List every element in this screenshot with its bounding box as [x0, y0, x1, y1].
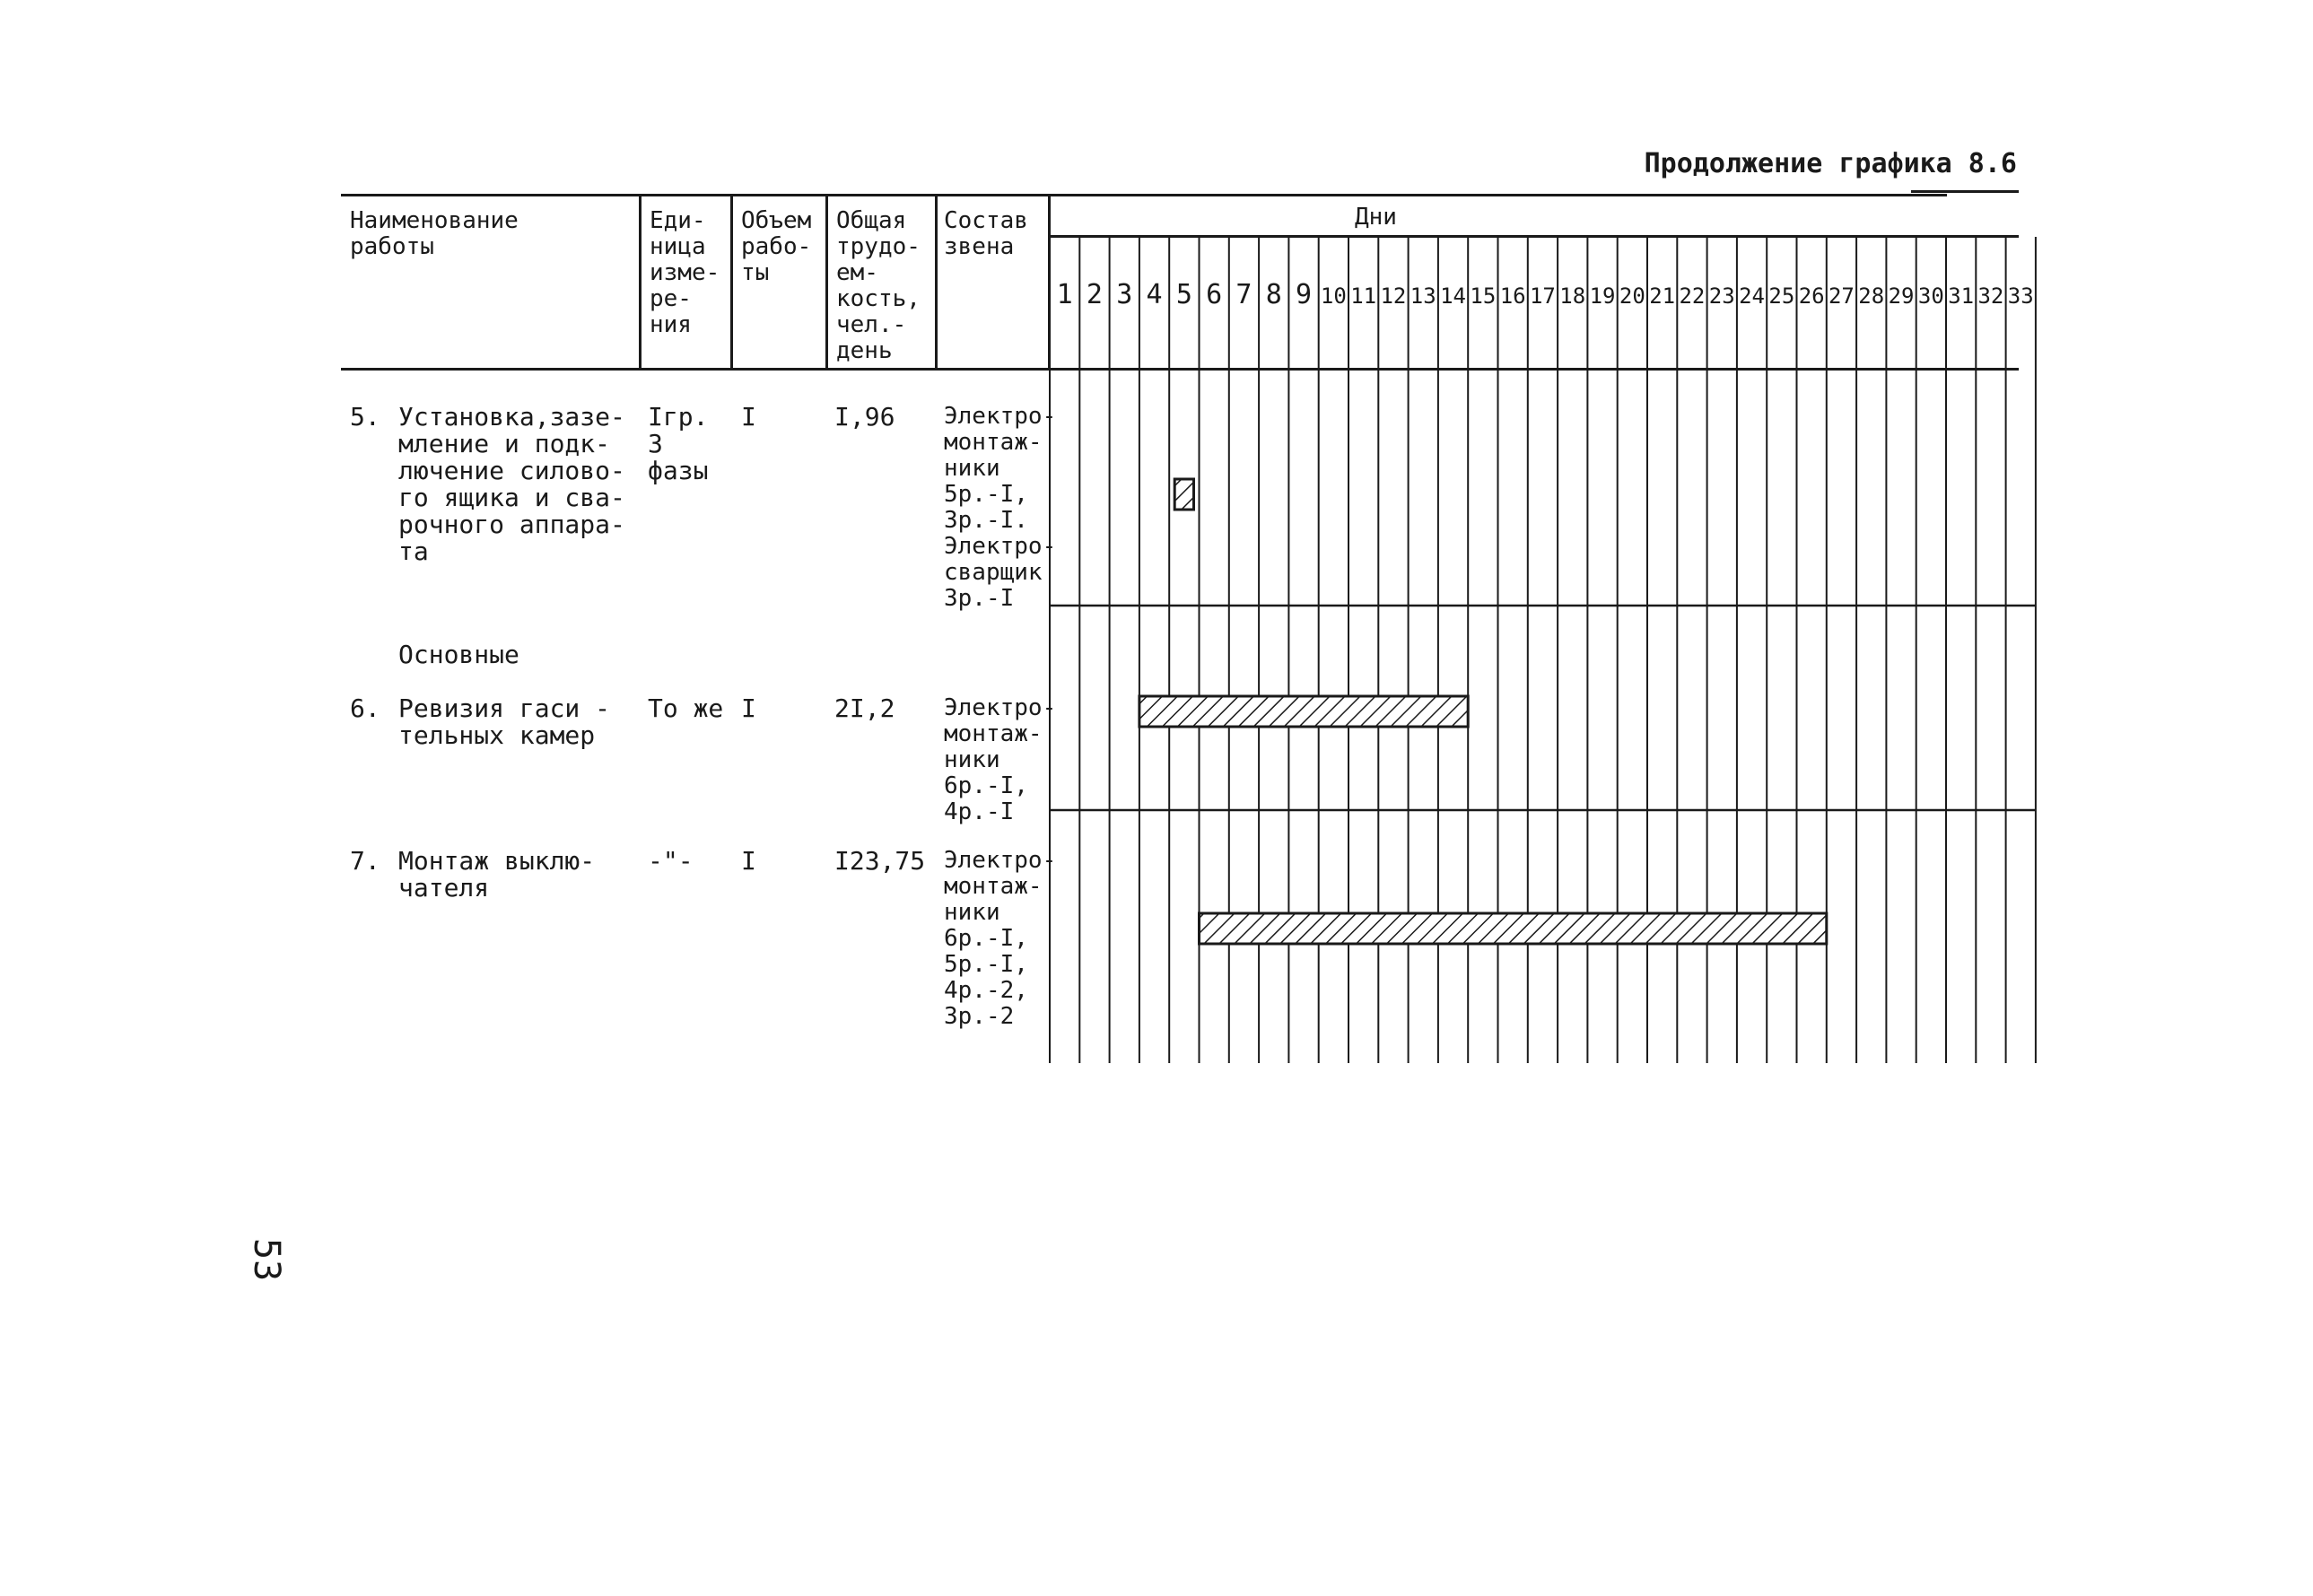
row7-unit: -"-: [648, 846, 694, 876]
header-unit: Еди- ница изме- ре- ния: [650, 207, 720, 338]
day-label: 8: [1265, 279, 1282, 310]
row5-crew: Электро- монтаж- ники 5р.-I, 3р.-I. Электро- сварщик 3р.-I: [944, 403, 1057, 612]
row7-num: 7.: [350, 846, 380, 876]
day-label: 24: [1739, 283, 1766, 309]
day-label: 7: [1235, 279, 1253, 310]
section-label: Основные: [398, 640, 519, 669]
day-label: 2: [1086, 279, 1103, 310]
day-label: 30: [1917, 283, 1944, 309]
header-work-name: Наименование работы: [350, 207, 519, 260]
day-label: 25: [1768, 283, 1795, 309]
day-label: 1: [1056, 279, 1073, 310]
gantt-bar-row6: [1139, 696, 1468, 727]
day-label: 23: [1708, 283, 1735, 309]
day-label: 13: [1410, 283, 1436, 309]
day-label: 9: [1296, 279, 1313, 310]
row5-unit: Iгр. 3 фазы: [648, 402, 709, 485]
day-label: 12: [1380, 283, 1407, 309]
page-number: 53: [246, 1238, 287, 1282]
day-label: 22: [1679, 283, 1706, 309]
row7-volume: I: [741, 846, 756, 876]
day-label: 20: [1619, 283, 1645, 309]
day-label: 16: [1499, 283, 1526, 309]
day-label: 21: [1649, 283, 1676, 309]
day-label: 17: [1529, 283, 1556, 309]
row5-name: Установка,зазе- мление и подк- лючение силово- го ящика и сва- рочного аппара- та: [398, 402, 625, 566]
day-label: 5: [1175, 279, 1192, 310]
day-label: 27: [1828, 283, 1855, 309]
continuation-title: Продолжение графика 8.6: [1644, 148, 2017, 179]
row7-crew: Электро- монтаж- ники 6р.-I, 5р.-I, 4р.-2, 3р.-2: [944, 847, 1057, 1030]
gantt-bar-row5: [1174, 479, 1193, 510]
day-label: 14: [1440, 283, 1467, 309]
row5-labor: I,96: [834, 402, 895, 432]
header-volume: Объем рабо- ты: [741, 207, 812, 286]
day-label: 33: [2007, 283, 2034, 309]
day-label: 31: [1948, 283, 1975, 309]
row5-volume: I: [741, 402, 756, 432]
day-label: 11: [1350, 283, 1377, 309]
day-label: 15: [1470, 283, 1497, 309]
day-label: 29: [1888, 283, 1915, 309]
row6-volume: I: [741, 693, 756, 723]
day-label: 4: [1146, 279, 1163, 310]
day-label: 32: [1977, 283, 2004, 309]
header-labor: Общая трудо- ем- кость, чел.- день: [836, 207, 921, 364]
day-label: 10: [1320, 283, 1347, 309]
row6-num: 6.: [350, 693, 380, 723]
header-crew: Состав звена: [944, 207, 1028, 260]
day-label: 26: [1798, 283, 1825, 309]
row7-name: Монтаж выклю- чателя: [398, 846, 596, 903]
row6-name: Ревизия гаси - тельных камер: [398, 693, 611, 750]
row5-num: 5.: [350, 402, 380, 432]
day-label: 18: [1559, 283, 1586, 309]
row6-unit: То же: [648, 693, 724, 723]
row7-labor: I23,75: [834, 846, 926, 876]
gantt-bar-row7: [1200, 913, 1827, 944]
header-days: Дни: [1355, 204, 1397, 231]
row6-crew: Электро- монтаж- ники 6р.-I, 4р.-I: [944, 694, 1057, 825]
row6-labor: 2I,2: [834, 693, 895, 723]
day-label: 19: [1589, 283, 1616, 309]
day-label: 3: [1116, 279, 1133, 310]
day-label: 28: [1858, 283, 1885, 309]
day-label: 6: [1206, 279, 1223, 310]
